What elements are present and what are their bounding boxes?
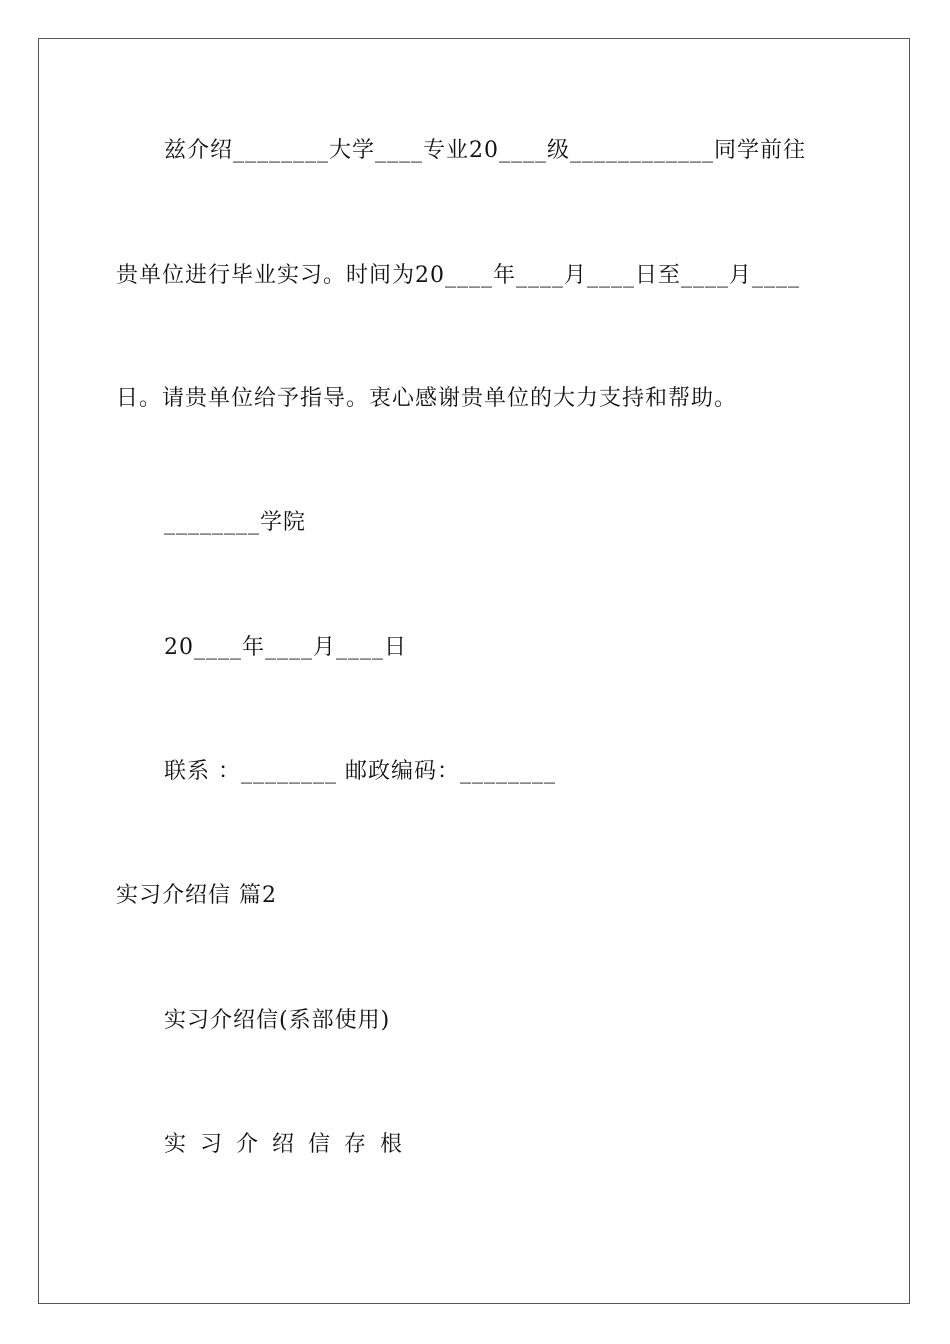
intro-line-2: 贵单位进行毕业实习。时间为20____年____月____日至____月____: [116, 263, 800, 288]
section-heading: 实习介绍信 篇2: [116, 883, 277, 908]
page-border: [38, 38, 910, 1304]
stub-title: 实习介绍信存根: [164, 1132, 417, 1157]
contact-line: 联系 ：________ 邮政编码：________: [164, 759, 556, 784]
subtitle: 实习介绍信(系部使用): [164, 1008, 391, 1033]
college-signature: ________学院: [164, 510, 307, 535]
date-line: 20____年____月____日: [164, 635, 407, 660]
intro-line-1: 兹介绍________大学____专业20____级____________同学前往: [164, 138, 806, 163]
intro-line-3: 日。请贵单位给予指导。衷心感谢贵单位的大力支持和帮助。: [116, 386, 738, 411]
